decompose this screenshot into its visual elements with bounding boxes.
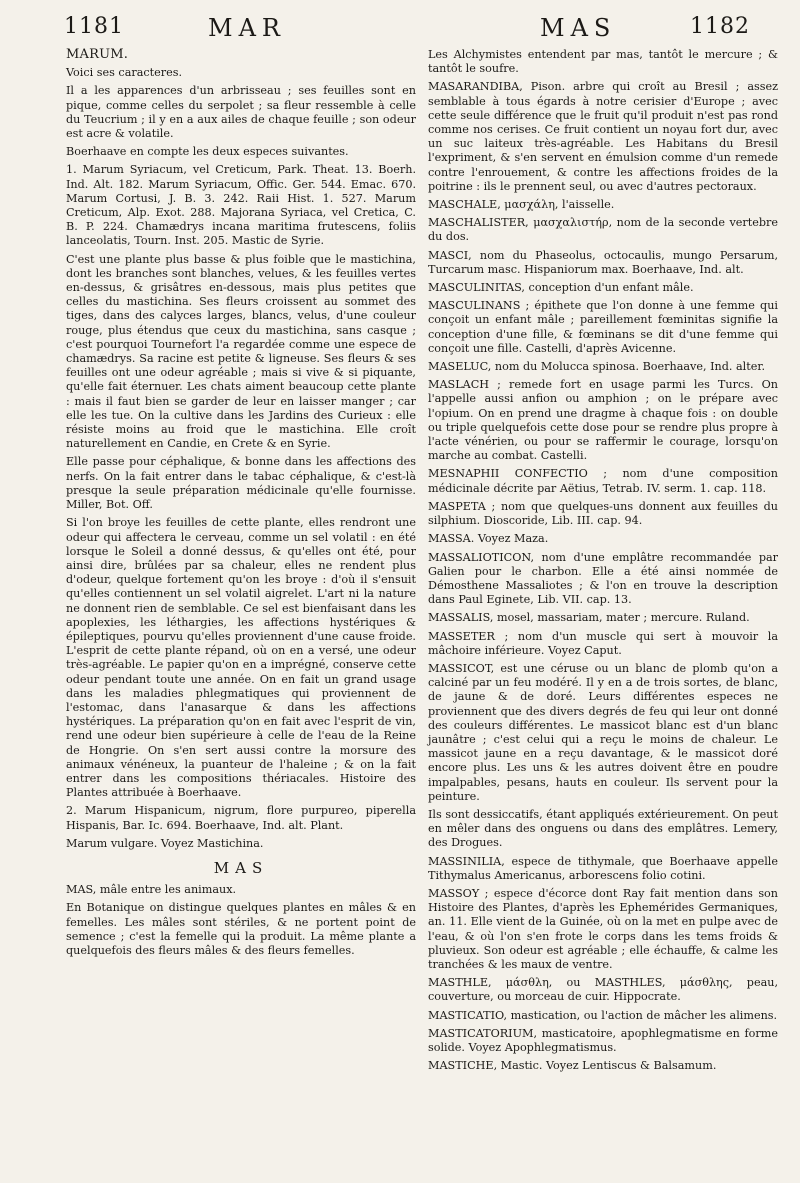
entry: MASCHALISTER, μασχαλιστήρ, nom de la seconde vertebre du dos. [428, 216, 778, 244]
entry: MASSETER ; nom d'un muscle qui sert à mouvoir la mâchoire inférieure. Voyez Caput. [428, 629, 778, 657]
entry: MASCI, nom du Phaseolus, octocaulis, mungo Persarum, Turcarum masc. Hispaniorum max. Boerhaave, Ind. alt. [428, 248, 778, 276]
entry: MASSICOT, est une céruse ou un blanc de plomb qu'on a calciné par un feu modéré. Il y en a de trois sortes, de blanc, de jaune & de doré. Leurs différentes especes ne proviennent que des divers degrés de feu qui leur ont donné des couleurs différentes. Le massicot blanc est d'un blanc jaunâtre ; c'est celui qui a reçu le moins de chaleur. Le massicot jaune en a reçu davantage, & le massicot doré encore plus. Les uns & les autres doivent être en poudre impalpables, pesans, hauts en couleur. Ils servent pour la peinture. [428, 661, 778, 803]
running-head-right: MAS [540, 14, 617, 42]
entry: MASSOY ; espece d'écorce dont Ray fait mention dans son Histoire des Plantes, d'après les Ephemérides Germaniques, an. 11. Elle vient de la Guinée, où on la met en pulpe avec de l'eau, & où l'on s'en frote le corps dans les tems froids & pluvieux. Son odeur est agréable ; elle échauffe, & calme les tranchées & les maux de ventre. [428, 886, 778, 971]
paragraph: MAS, mâle entre les animaux. [66, 883, 237, 897]
page-number-right: 1182 [690, 14, 750, 39]
entry: MASELUC, nom du Molucca spinosa. Boerhaave, Ind. alter. [428, 360, 766, 374]
entry: MASSALIOTICON, nom d'une emplâtre recommandée par Galien pour le charbon. Elle a été ainsi nommée de Démosthene Massaliotes ; & l'on en trouve la description dans Paul Eginete, Lib. VII. cap. 13. [428, 550, 778, 607]
entry: MASTICATORIUM, masticatoire, apophlegmatisme en forme solide. Voyez Apophlegmatismus. [428, 1026, 778, 1054]
entry: MASSA. Voyez Maza. [428, 532, 549, 546]
paragraph: 2. Marum Hispanicum, nigrum, flore purpureo, piperella Hispanis, Bar. Ic. 694. Boerhaave, Ind. alt. Plant. [66, 804, 416, 832]
paragraph: Marum vulgare. Voyez Mastichina. [66, 836, 264, 850]
entry: MASSALIS, mosel, massariam, mater ; mercure. Ruland. [428, 611, 750, 625]
paragraph: En Botanique on distingue quelques plantes en mâles & en femelles. Les mâles sont stériles, & ne portent point de semence ; c'est la femelle qui la produit. La même plante a quelquefois des fleurs mâles & des fleurs femelles. [66, 901, 416, 957]
paragraph: Il a les apparences d'un arbrisseau ; ses feuilles sont en pique, comme celles du serpolet ; sa fleur ressemble à celle du Teucrium ; il y en a aux ailes de chaque feuille ; son odeur est acre & volatile. [66, 84, 416, 141]
entry: Ils sont dessiccatifs, étant appliqués extérieurement. On peut en mêler dans des onguens ou dans des emplâtres. Lemery, des Drogues. [428, 807, 778, 850]
left-column [66, 48, 416, 1077]
paragraph: Les Alchymistes entendent par mas, tantôt le mercure ; & tantôt le soufre. [428, 48, 778, 76]
paragraph: Si l'on broye les feuilles de cette plante, elles rendront une odeur qui affectera le cerveau, comme un sel volatil : en été lorsque le Soleil a donné dessus, & qu'elles ont été, pour ainsi dire, brûlées par sa chaleur, elles ne rendent plus d'odeur, quelque fortement qu'on les broye : d'où il s'ensuit qu'elles contiennent un sel volatil aigrelet. L'art ni la nature ne donnent rien de semblable. Ce sel est bienfaisant dans les apoplexies, les léthargies, les affections hystériques & épileptiques, pourvu qu'elles proviennent d'une cause froide. L'esprit de cette plante répand, où on en a versé, une odeur très-agréable. Le papier qu'on en a imprégné, conserve cette odeur pendant toute une année. On en fait un grand usage dans les maladies phlegmatiques qui proviennent de l'estomac, dans l'anasarque & dans les affections hystériques. La préparation qu'on en fait avec l'esprit de vin, rend une odeur bien supérieure à celle de l'eau de la Reine de Hongrie. On s'en sert aussi contre la morsure des animaux vénéneux, la puanteur de l'haleine ; & on la fait entrer dans les compositions thériacales. Histoire des Plantes attribuée à Boerhaave. [66, 516, 416, 800]
entry: MESNAPHII CONFECTIO ; nom d'une composition médicinale décrite par Aëtius, Tetrab. IV. serm. 1. cap. 118. [428, 467, 778, 495]
section-heading: MAS [213, 858, 269, 877]
right-column [428, 48, 778, 1077]
paragraph: C'est une plante plus basse & plus foible que le mastichina, dont les branches sont blanches, velues, & les feuilles vertes en-dessus, & grisâtres en-dessous, mais plus petites que celles du mastichina. Ses fleurs croissent au sommet des tiges, dans des calyces larges, blancs, velus, d'une couleur rouge, plus étendus que ceux du mastichina, sans casque ; c'est pourquoi Tournefort l'a regardée comme une espece de chamædrys. Sa racine est petite & ligneuse. Ses fleurs & ses feuilles ont une odeur agréable ; mais si vive & si piquante, qu'elle fait éternuer. Les chats aiment beaucoup cette plante : mais il faut bien se garder de leur en laisser manger ; car elle les tue. On la cultive dans les Jardins des Curieux : elle résiste moins au froid que le mastichina. Elle croît naturellement en Candie, en Crete & en Syrie. [66, 252, 416, 451]
entry: MASPETA ; nom que quelques-uns donnent aux feuilles du silphium. Dioscoride, Lib. III. cap. 94. [428, 499, 778, 528]
running-head-left: MAR [208, 14, 286, 42]
entry: MASSINILIA, espece de tithymale, que Boerhaave appelle Tithymalus Americanus, arborescens folio cotini. [428, 854, 778, 882]
entry: MASTHLE, μάσθλη, ou MASTHLES, μάσθλης, peau, couverture, ou morceau de cuir. Hippocrate. [428, 976, 778, 1004]
entry-heading: MARUM. [66, 47, 129, 62]
paragraph: Boerhaave en compte les deux especes suivantes. [66, 145, 349, 159]
page-number-left: 1181 [64, 14, 124, 39]
entry: MASTICATIO, mastication, ou l'action de mâcher les alimens. [428, 1008, 778, 1022]
entry: MASARANDIBA, Pison. arbre qui croît au Bresil ; assez semblable à tous égards à notre cerisier d'Europe ; avec cette seule différence que le fruit qu'il produit n'est pas rond comme nos cerises. Ce fruit contient un noyau fort dur, avec un suc laiteux très-agréable. Les Habitans du Bresil l'expriment, & s'en servent en émulsion comme d'un remede contre l'enrouement, & contre les affections froides de la poitrine : ils le prennent seul, ou avec d'autres pectoraux. [428, 80, 778, 193]
paragraph: 1. Marum Syriacum, vel Creticum, Park. Theat. 13. Boerh. Ind. Alt. 182. Marum Syriacum, Offic. Ger. 544. Emac. 670. Marum Cortusi, J. B. 3. 242. Raii Hist. 1. 527. Marum Creticum, Alp. Exot. 288. Majorana Syriaca, vel Cretica, C. B. P. 224. Chamædrys incana maritima frutescens, foliis lanceolatis, Tourn. Inst. 205. Mastic de Syrie. [66, 163, 416, 248]
entry: MASTICHE, Mastic. Voyez Lentiscus & Balsamum. [428, 1059, 717, 1073]
paragraph: Voici ses caracteres. [66, 66, 183, 80]
entry: MASLACH ; remede fort en usage parmi les Turcs. On l'appelle aussi anfion ou amphion ; on le prépare avec l'opium. On en prend une dragme à chaque fois : on double ou triple quelquefois cette dose pour se rendre plus propre à l'acte vénérien, ou pour se raffermir le courage, lorsqu'on marche au combat. Castelli. [428, 378, 778, 463]
paragraph: Elle passe pour céphalique, & bonne dans les affections des nerfs. On la fait entrer dans le tabac céphalique, & c'est-là presque la seule préparation médicinale qu'elle fournisse. Miller, Bot. Off. [66, 455, 416, 512]
entry: MASCULINANS ; épithete que l'on donne à une femme qui conçoit un enfant mâle ; pareillement fœminitas signifie la conception d'une fille, & fœminans se dit d'une femme qui conçoit une fille. Castelli, d'après Avicenne. [428, 299, 778, 355]
entry: MASCULINITAS, conception d'un enfant mâle. [428, 281, 694, 295]
entry: MASCHALE, μασχάλη, l'aisselle. [428, 198, 615, 212]
